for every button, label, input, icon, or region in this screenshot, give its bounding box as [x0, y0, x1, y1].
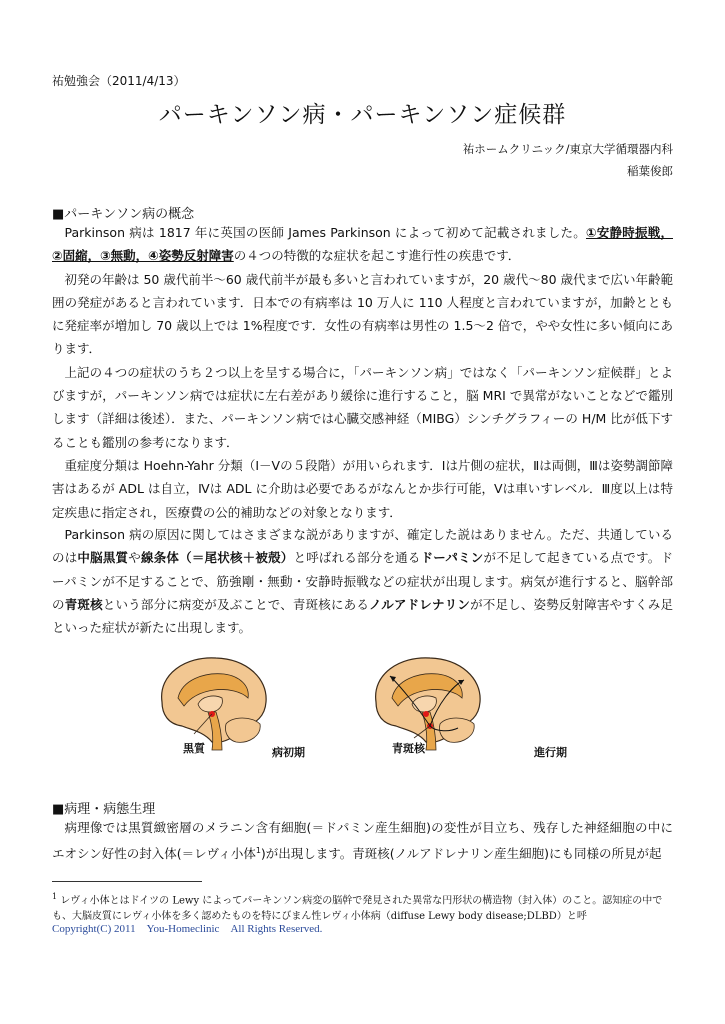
page-title: パーキンソン病・パーキンソン症候群 — [158, 102, 567, 128]
substantia-nigra-lesion — [423, 711, 429, 717]
term-noradrenaline: ノルアドレナリン — [369, 596, 471, 612]
paragraph-cause — [52, 523, 673, 639]
cause-paragraph — [52, 523, 673, 639]
paragraph-hoehn-yahr: 重症度分類は Hoehn-Yahr 分類（Ⅰ－Ⅴの５段階）が用いられます．Ⅰは片側の症状，Ⅱは両側，Ⅲは姿勢調節障害はあるが ADL は自立，Ⅳは ADL に介助は必要であるがなんとか歩行可能，Ⅴは車いすレベル．Ⅲ度以上は特定疾患に指定され，医療費の公的補助などの対象となります． — [52, 457, 673, 520]
text: という部分に病変が及ぶことで、青斑核にある — [102, 596, 370, 612]
brain-advanced-stage-illustration — [366, 652, 488, 752]
four-symptoms: ①安静時振戦，②固縮，③無動，④姿勢反射障害 — [52, 225, 673, 264]
author-block — [463, 138, 673, 182]
text: 病理像では黒質緻密層のメラニン含有細胞(＝ドパミン産生細胞)の変性が目立ち、残存した神経細胞の中にエオシン好性の封入体(＝レヴィ小体 — [52, 820, 673, 862]
cerebellum — [439, 718, 474, 742]
text: と呼ばれる部分を通る — [293, 550, 421, 566]
text: や — [128, 550, 141, 566]
footnote-divider — [52, 881, 202, 882]
text: Parkinson 病は 1817 年に英国の医師 James Parkinson によって初めて記載されました。 — [64, 225, 586, 240]
label-locus-coeruleus: 青斑核 — [392, 742, 425, 755]
section-heading-concept: ■パーキンソン病の概念 — [52, 207, 195, 222]
text: の４つの特徴的な症状を起こす進行性の疾患です． — [233, 248, 521, 264]
meeting-date: 祐勉強会（2011/4/13） — [52, 74, 186, 88]
paragraph-epidemiology: 初発の年齢は 50 歳代前半〜60 歳代前半が最も多いと言われていますが，20 歳代〜80 歳代まで広い年齢範囲の発症があると言われています．日本での有病率は 10 万人に 110 人程度と言われていますが，加齢とともに発症率が増加し 70 歳以上では 1%程度です．女性の有病率は男性の 1.5〜2 倍で，やや女性に多い傾向にあります． — [52, 271, 673, 357]
affiliation: 祐ホームクリニック/東京大学循環器内科 — [462, 142, 673, 156]
term-substantia-nigra: 中脳黒質 — [77, 550, 129, 566]
text: が不足して起きている点です。ドーパミンが不足することで、筋強剛・無動・安静時振戦などの症状が出現します。病気が進行すると、脳幹部の — [52, 550, 673, 612]
term-locus-coeruleus: 青斑核 — [64, 596, 103, 612]
concept-body — [52, 221, 673, 524]
brain-early-stage-illustration — [152, 652, 274, 752]
copyright: Copyright(C) 2011 You-Homeclinic All Rights Reserved. — [52, 923, 323, 935]
author-name: 稲葉俊郎 — [627, 164, 673, 178]
text: Parkinson 病の原因に関してはさまざまな説がありますが、確定した説はありません。ただ、共通しているのは — [52, 527, 673, 566]
label-advanced-stage: 進行期 — [534, 746, 567, 759]
paragraph-differential: 上記の４つの症状のうち２つ以上を呈する場合に，「パーキンソン病」ではなく「パーキンソン症候群」とよびますが，パーキンソン病では症状に左右差があり緩徐に進行すること，脳 MRI で異常がないことなどで鑑別します（詳細は後述）．また、パーキンソン病では心臓交感神経（MIBG）シンチグラフィーの H/M 比が低下することも鑑別の参考になります． — [52, 364, 673, 450]
pathology-paragraph — [52, 816, 673, 866]
term-striatum: 線条体（＝尾状核＋被殻） — [140, 550, 294, 566]
cerebellum — [225, 718, 260, 742]
paragraph-definition — [52, 221, 673, 268]
paragraph-pathology — [52, 816, 673, 866]
section-heading-pathology: ■病理・病態生理 — [52, 802, 156, 817]
footnote-mark: 1 — [52, 892, 58, 901]
text: )が出現します。青斑核(ノルアドレナリン産生細胞)にも同様の所見が起 — [260, 846, 662, 862]
text: が不足し、姿勢反射障害やすくみ足といった症状が新たに出現します。 — [52, 596, 673, 636]
footnote-reference[interactable]: 1 — [255, 846, 261, 856]
label-early-stage: 病初期 — [272, 746, 305, 759]
footnote-text: レヴィ小体とはドイツの Lewy によってパーキンソン病変の脳幹で発見された異常な円形状の構造物（封入体）のこと。認知症の中でも、大脳皮質にレヴィ小体を多く認めたものを特にびまん性レヴィ小体病（diffuse Lewy body disease;DLBD）と呼 — [52, 895, 663, 923]
label-substantia-nigra: 黒質 — [183, 742, 205, 755]
term-dopamine: ドーパミン — [420, 550, 484, 566]
